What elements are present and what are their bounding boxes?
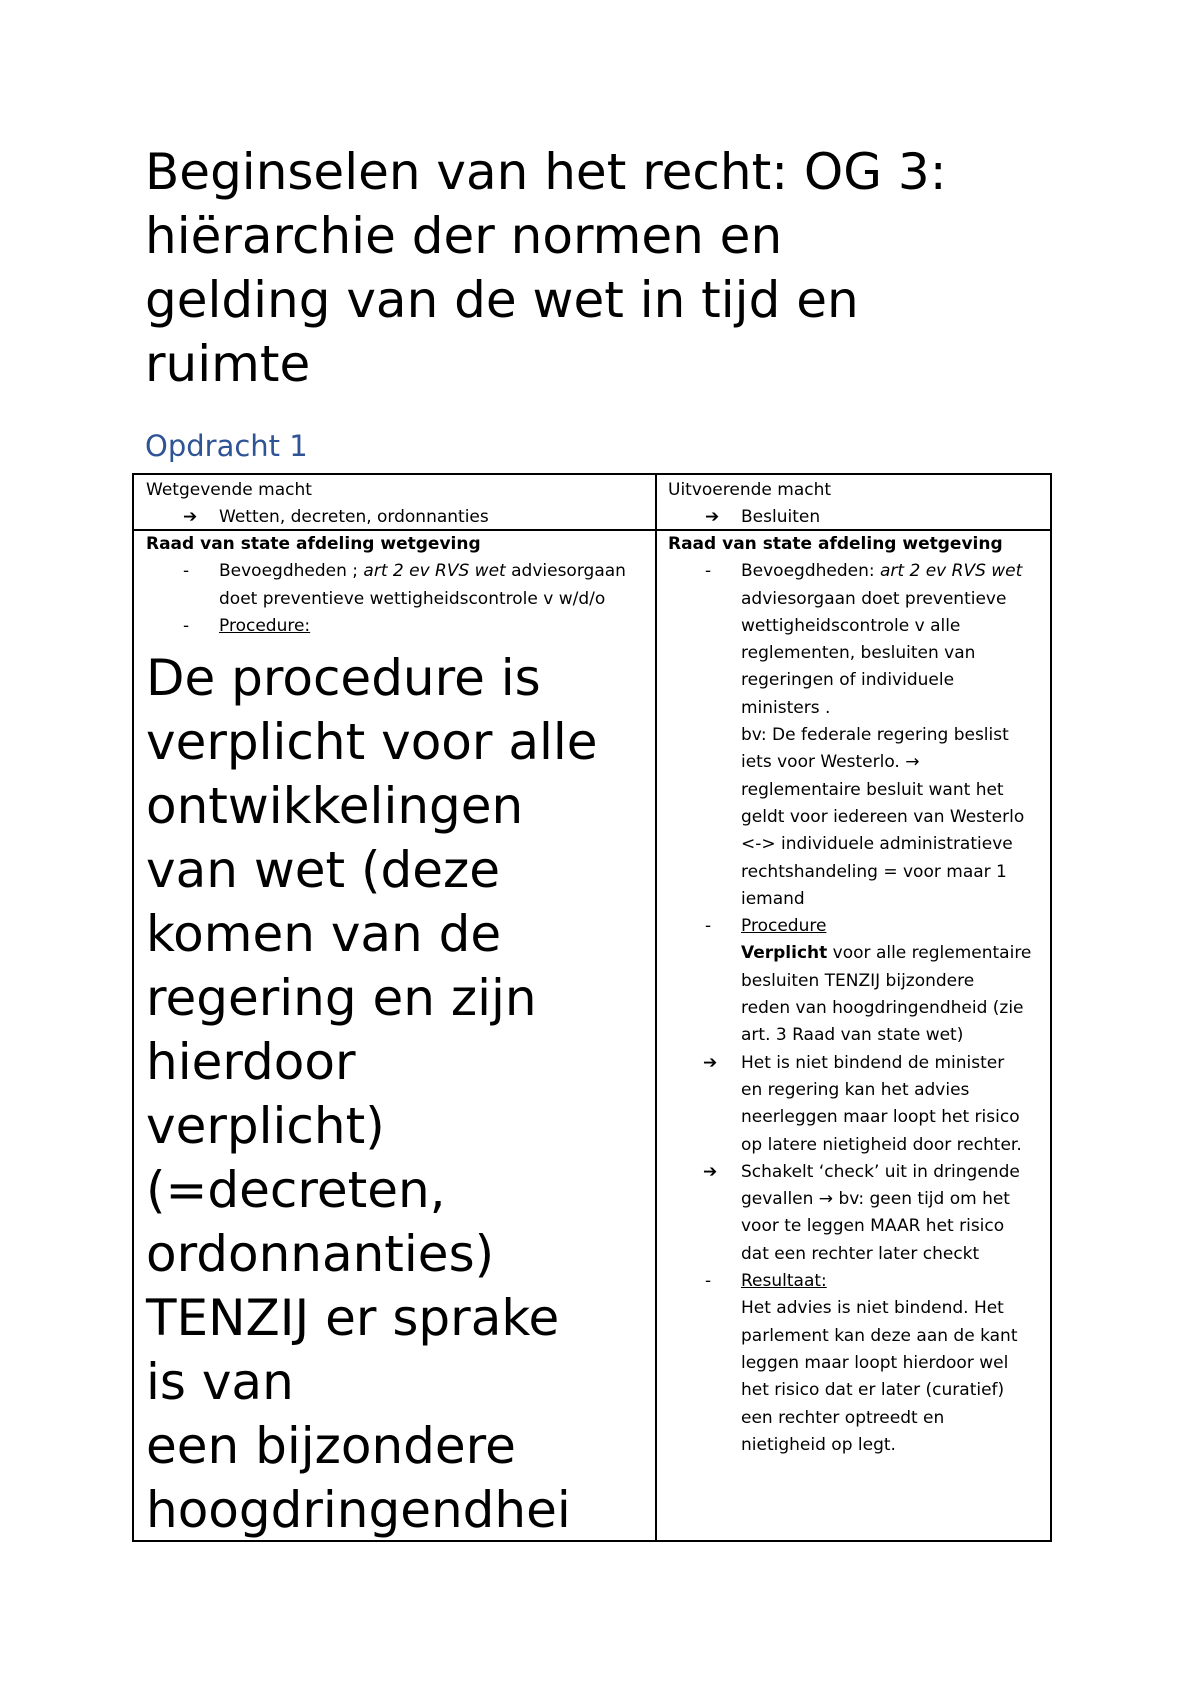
list-item xyxy=(668,558,1048,913)
item-text-line: het risico dat er later (curatief) xyxy=(741,1380,1005,1401)
item-text-line: <-> individuele administratieve xyxy=(741,834,1013,855)
dash-bullet: - xyxy=(705,561,712,582)
list-item xyxy=(146,558,651,613)
page-title xyxy=(145,140,1045,396)
item-text-line: bv: De federale regering beslist xyxy=(741,725,1009,746)
item-text-line: doet preventieve wettigheidscontrole v w/d/o xyxy=(219,588,606,609)
item-bold: Verplicht xyxy=(741,943,828,964)
item-text-line: geldt voor iedereen van Westerlo xyxy=(741,806,1025,827)
body-cell-executive xyxy=(668,531,1048,1459)
large-text-line: komen van de xyxy=(146,905,502,964)
comparison-table xyxy=(132,473,1052,1542)
cell-heading: Raad van state afdeling wetgeving xyxy=(668,534,1003,554)
large-text-line: verplicht) xyxy=(146,1097,385,1156)
arrow-item xyxy=(668,1050,1048,1159)
item-text-line: leggen maar loopt hierdoor wel xyxy=(741,1352,1009,1373)
item-text-line: wettigheidscontrole v alle xyxy=(741,615,961,636)
large-text-line: verplicht voor alle xyxy=(146,713,598,772)
large-text-line: hoogdringendhei xyxy=(146,1481,571,1540)
item-text-line: op latere nietigheid door rechter. xyxy=(741,1134,1022,1155)
item-text-line: Het is niet bindend de minister xyxy=(741,1052,1005,1073)
large-text-line: hierdoor xyxy=(146,1033,356,1092)
item-text-line: parlement kan deze aan de kant xyxy=(741,1325,1018,1346)
section-heading: Opdracht 1 xyxy=(145,429,308,463)
dash-bullet: - xyxy=(183,615,190,636)
header-arrow-line xyxy=(668,504,1048,531)
header-arrow-line xyxy=(146,504,651,531)
item-text-line: en regering kan het advies xyxy=(741,1079,970,1100)
dash-bullet: - xyxy=(705,1271,712,1292)
cell-heading: Raad van state afdeling wetgeving xyxy=(146,534,481,554)
arrow-right-icon: ➔ xyxy=(183,507,198,528)
header-label: Wetgevende macht xyxy=(146,480,312,500)
item-text-line: gevallen → bv: geen tijd om het xyxy=(741,1189,1010,1210)
arrow-right-icon: ➔ xyxy=(703,1161,718,1182)
item-text-line: nietigheid op legt. xyxy=(741,1434,896,1455)
item-text-line: neerleggen maar loopt het risico xyxy=(741,1107,1020,1128)
header-arrow-text: Besluiten xyxy=(741,507,821,528)
list-item xyxy=(668,913,1048,1049)
list-item xyxy=(668,1268,1048,1459)
large-text-line: is van xyxy=(146,1353,294,1412)
item-text-line: iemand xyxy=(741,888,805,909)
item-text-line: ministers . xyxy=(741,697,831,718)
title-line: hiërarchie der normen en xyxy=(145,207,783,265)
item-label: Procedure: xyxy=(219,615,311,636)
item-text-line: art. 3 Raad van state wet) xyxy=(741,1025,964,1046)
large-text-line: ordonnanties) xyxy=(146,1225,495,1284)
arrow-right-icon: ➔ xyxy=(705,507,720,528)
large-text-line: TENZIJ er sprake xyxy=(146,1289,560,1348)
item-label: Resultaat: xyxy=(741,1271,827,1292)
column-divider xyxy=(655,475,657,1540)
item-text-line: reglementaire besluit want het xyxy=(741,779,1004,800)
item-label: Bevoegdheden: xyxy=(741,561,881,582)
large-text-line: een bijzondere xyxy=(146,1417,516,1476)
item-text-line: iets voor Westerlo. → xyxy=(741,752,920,773)
large-text-line: van wet (deze xyxy=(146,841,500,900)
large-text-line: (=decreten, xyxy=(146,1161,446,1220)
item-label: Bevoegdheden ; xyxy=(219,561,364,582)
title-line: Beginselen van het recht: OG 3: xyxy=(145,143,947,201)
header-arrow-text: Wetten, decreten, ordonnanties xyxy=(219,507,489,528)
body-cell-legislative xyxy=(146,531,651,1542)
arrow-right-icon: ➔ xyxy=(703,1052,718,1073)
item-text-line: reglementen, besluiten van xyxy=(741,643,976,664)
arrow-item xyxy=(668,1159,1048,1268)
dash-bullet: - xyxy=(183,561,190,582)
large-text-line: regering en zijn xyxy=(146,969,537,1028)
item-text-line: Schakelt ‘check’ uit in dringende xyxy=(741,1161,1020,1182)
title-line: ruimte xyxy=(145,335,311,393)
large-procedure-text xyxy=(146,646,651,1542)
item-label: Procedure xyxy=(741,916,827,937)
item-text-line: voor te leggen MAAR het risico xyxy=(741,1216,1005,1237)
list-item xyxy=(146,613,651,640)
header-cell-executive xyxy=(668,477,1048,532)
header-cell-legislative xyxy=(146,477,651,532)
item-text-line: een rechter optreedt en xyxy=(741,1407,945,1428)
item-text-line: dat een rechter later checkt xyxy=(741,1243,980,1264)
large-text-line: De procedure is xyxy=(146,649,541,708)
item-italic: art 2 ev RVS wet xyxy=(363,561,506,582)
header-label: Uitvoerende macht xyxy=(668,480,832,500)
item-text-line: Het advies is niet bindend. Het xyxy=(741,1298,1004,1319)
item-text-line: rechtshandeling = voor maar 1 xyxy=(741,861,1007,882)
large-text-line: ontwikkelingen xyxy=(146,777,524,836)
item-text: adviesorgaan xyxy=(505,561,626,582)
item-text-line: besluiten TENZIJ bijzondere xyxy=(741,970,975,991)
item-italic: art 2 ev RVS wet xyxy=(880,561,1023,582)
title-line: gelding van de wet in tijd en xyxy=(145,271,859,329)
dash-bullet: - xyxy=(705,916,712,937)
item-text-line: regeringen of individuele xyxy=(741,670,955,691)
item-text-line xyxy=(741,940,1048,967)
item-text-line: reden van hoogdringendheid (zie xyxy=(741,998,1024,1019)
item-text: voor alle reglementaire xyxy=(827,943,1032,964)
item-text-line: adviesorgaan doet preventieve xyxy=(741,588,1007,609)
